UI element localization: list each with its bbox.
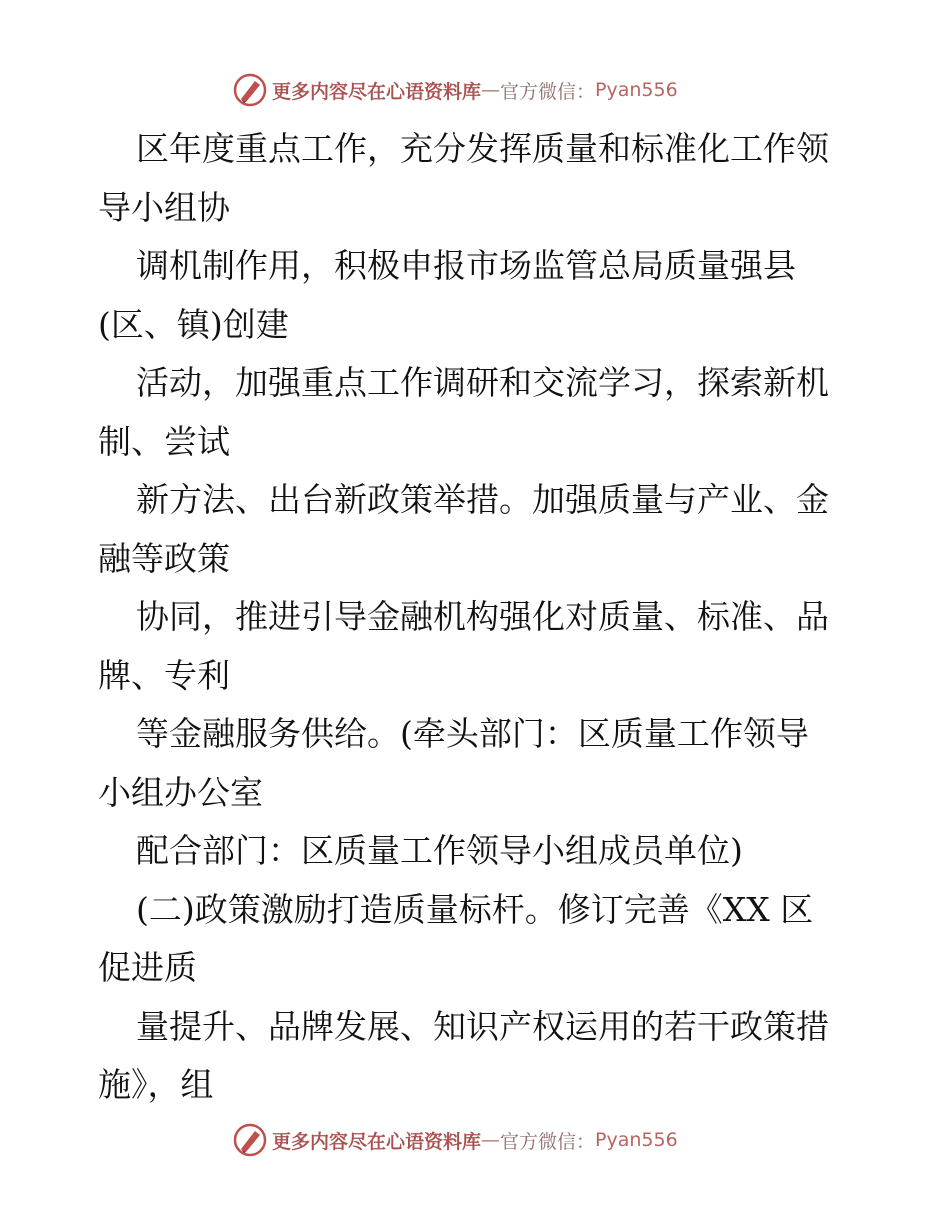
text-line: 等金融服务供给。(牵头部门：区质量工作领导 <box>136 714 809 753</box>
text-line: 新方法、出台新政策举措。加强质量与产业、金 <box>136 480 829 519</box>
text-line: 调机制作用，积极申报市场监管总局质量强县 <box>136 246 796 285</box>
text-line: 量提升、品牌发展、知识产权运用的若干政策措 <box>136 1006 829 1046</box>
watermark-label: 官方微信： <box>500 1130 596 1153</box>
watermark-account: Pyan556 <box>595 1129 678 1151</box>
text-line: (二)政策激励打造质量标杆。修订完善《XX 区 <box>136 889 814 929</box>
watermark-site-text: 更多内容尽在心语资料库 <box>272 80 482 103</box>
document-body <box>98 120 898 1115</box>
pen-logo-icon <box>232 72 268 108</box>
text-line: 活动，加强重点工作调研和交流学习，探索新机 <box>136 363 829 402</box>
text-line: 施》，组 <box>98 1065 214 1104</box>
text-line: 配合部门：区质量工作领导小组成员单位) <box>136 831 743 870</box>
text-line: 促进质 <box>98 948 197 987</box>
text-line: 协同，推进引导金融机构强化对质量、标准、品 <box>136 597 829 636</box>
text-line: 牌、专利 <box>98 655 230 695</box>
text-line: 导小组协 <box>98 187 230 227</box>
pen-logo-icon <box>232 1122 268 1158</box>
watermark-label: 官方微信： <box>500 80 596 103</box>
text-line: 融等政策 <box>98 538 230 578</box>
text-line: 小组办公室 <box>98 772 263 812</box>
text-line: 制、尝试 <box>98 421 230 461</box>
watermark-dash: — <box>481 1129 501 1151</box>
watermark-site-text: 更多内容尽在心语资料库 <box>272 1130 482 1153</box>
text-line: 区年度重点工作，充分发挥质量和标准化工作领 <box>136 129 829 168</box>
watermark-dash: — <box>481 79 501 101</box>
text-line: (区、镇)创建 <box>98 304 289 344</box>
footer-watermark <box>232 1120 678 1160</box>
watermark-account: Pyan556 <box>595 79 678 101</box>
header-watermark <box>232 70 678 110</box>
